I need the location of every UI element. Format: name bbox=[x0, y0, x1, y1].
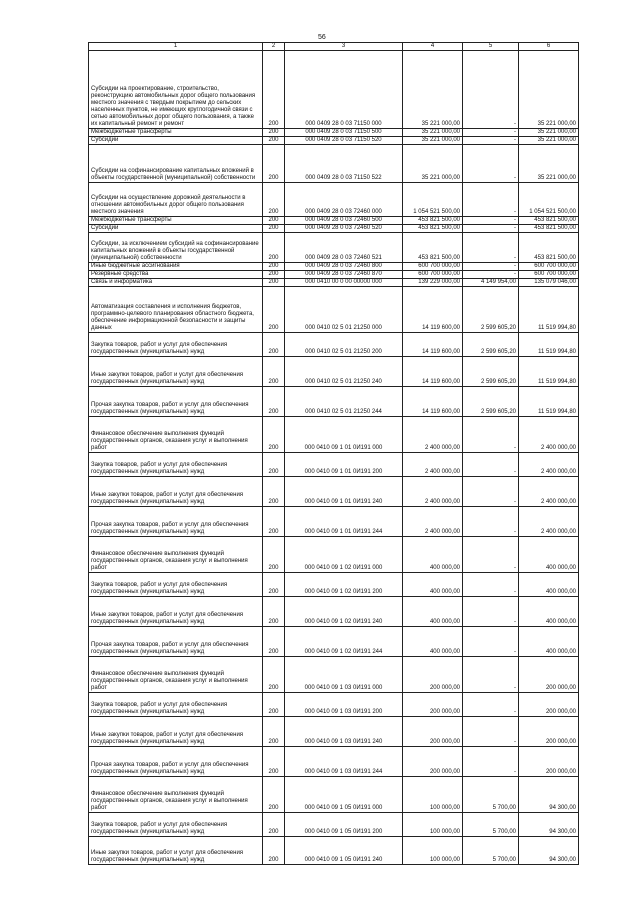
row-code-cell: 000 0409 28 0 03 72460 000 bbox=[285, 183, 403, 217]
row-exec-cell: - bbox=[463, 217, 519, 225]
row-grbs-cell: 200 bbox=[263, 453, 285, 477]
row-name-cell: Межбюджетные трансферты bbox=[89, 129, 263, 137]
row-rest-cell: 94 300,00 bbox=[519, 777, 579, 813]
table-row bbox=[89, 217, 579, 225]
row-rest-cell: 2 400 000,00 bbox=[519, 477, 579, 507]
row-code-cell: 000 0410 09 1 01 0И191 000 bbox=[285, 417, 403, 453]
row-exec-cell: - bbox=[463, 627, 519, 657]
row-plan-cell: 400 000,00 bbox=[403, 573, 463, 597]
table-row bbox=[89, 507, 579, 537]
row-grbs-cell: 200 bbox=[263, 129, 285, 137]
row-plan-cell: 100 000,00 bbox=[403, 813, 463, 837]
table-row bbox=[89, 417, 579, 453]
row-exec-cell: - bbox=[463, 657, 519, 693]
row-plan-cell: 14 119 600,00 bbox=[403, 357, 463, 387]
row-plan-cell: 35 221 000,00 bbox=[403, 145, 463, 183]
row-exec-cell: 2 599 605,20 bbox=[463, 333, 519, 357]
row-name-cell: Закупка товаров, работ и услуг для обеспечения государственных (муниципальных) нужд bbox=[89, 813, 263, 837]
row-code-cell: 000 0410 00 0 00 00000 000 bbox=[285, 279, 403, 287]
table-row bbox=[89, 263, 579, 271]
row-code-cell: 000 0409 28 0 03 71150 500 bbox=[285, 129, 403, 137]
table-row bbox=[89, 537, 579, 573]
row-grbs-cell: 200 bbox=[263, 137, 285, 145]
row-rest-cell: 400 000,00 bbox=[519, 537, 579, 573]
row-plan-cell: 200 000,00 bbox=[403, 657, 463, 693]
row-rest-cell: 400 000,00 bbox=[519, 573, 579, 597]
table-row bbox=[89, 357, 579, 387]
row-grbs-cell: 200 bbox=[263, 225, 285, 233]
row-exec-cell: - bbox=[463, 537, 519, 573]
column-header: 4 bbox=[403, 43, 463, 51]
table-row bbox=[89, 287, 579, 333]
row-code-cell: 000 0409 28 0 03 72460 500 bbox=[285, 217, 403, 225]
row-code-cell: 000 0410 09 1 03 0И191 200 bbox=[285, 693, 403, 717]
row-exec-cell: - bbox=[463, 233, 519, 263]
row-rest-cell: 2 400 000,00 bbox=[519, 507, 579, 537]
column-header: 5 bbox=[463, 43, 519, 51]
row-code-cell: 000 0409 28 0 03 72460 800 bbox=[285, 263, 403, 271]
row-rest-cell: 11 519 994,80 bbox=[519, 287, 579, 333]
row-rest-cell: 453 821 500,00 bbox=[519, 233, 579, 263]
row-rest-cell: 11 519 994,80 bbox=[519, 357, 579, 387]
row-rest-cell: 35 221 000,00 bbox=[519, 145, 579, 183]
row-name-cell: Субсидии bbox=[89, 137, 263, 145]
row-code-cell: 000 0410 09 1 05 0И191 000 bbox=[285, 777, 403, 813]
row-plan-cell: 453 821 500,00 bbox=[403, 217, 463, 225]
row-plan-cell: 35 221 000,00 bbox=[403, 51, 463, 129]
row-grbs-cell: 200 bbox=[263, 573, 285, 597]
row-plan-cell: 2 400 000,00 bbox=[403, 507, 463, 537]
row-grbs-cell: 200 bbox=[263, 507, 285, 537]
row-exec-cell: - bbox=[463, 717, 519, 747]
row-grbs-cell: 200 bbox=[263, 477, 285, 507]
table-row bbox=[89, 453, 579, 477]
row-rest-cell: 94 300,00 bbox=[519, 837, 579, 865]
row-plan-cell: 600 700 000,00 bbox=[403, 263, 463, 271]
row-code-cell: 000 0409 28 0 03 71150 522 bbox=[285, 145, 403, 183]
row-rest-cell: 35 221 000,00 bbox=[519, 137, 579, 145]
row-exec-cell: 4 149 954,00 bbox=[463, 279, 519, 287]
table-row bbox=[89, 627, 579, 657]
row-grbs-cell: 200 bbox=[263, 145, 285, 183]
row-name-cell: Субсидии на проектирование, строительство, реконструкцию автомобильных дорог общего пользования местного значения с твердым покрытием до сельских населенных пунктов, не имеющих круглогодичной связи с сетью автомобильных дорог общего пользования, а также их капитальный ремонт и ремонт bbox=[89, 51, 263, 129]
row-rest-cell: 200 000,00 bbox=[519, 717, 579, 747]
row-name-cell: Резервные средства bbox=[89, 271, 263, 279]
column-header: 3 bbox=[285, 43, 403, 51]
row-code-cell: 000 0409 28 0 03 72460 520 bbox=[285, 225, 403, 233]
row-rest-cell: 453 821 500,00 bbox=[519, 225, 579, 233]
row-code-cell: 000 0410 09 1 02 0И191 240 bbox=[285, 597, 403, 627]
row-grbs-cell: 200 bbox=[263, 417, 285, 453]
row-rest-cell: 2 400 000,00 bbox=[519, 453, 579, 477]
row-code-cell: 000 0410 02 5 01 21250 000 bbox=[285, 287, 403, 333]
row-grbs-cell: 200 bbox=[263, 357, 285, 387]
row-plan-cell: 200 000,00 bbox=[403, 747, 463, 777]
table-row bbox=[89, 573, 579, 597]
row-plan-cell: 453 821 500,00 bbox=[403, 225, 463, 233]
row-plan-cell: 2 400 000,00 bbox=[403, 453, 463, 477]
table-row bbox=[89, 657, 579, 693]
row-rest-cell: 94 300,00 bbox=[519, 813, 579, 837]
row-name-cell: Финансовое обеспечение выполнения функций государственных органов, оказания услуг и выполнения работ bbox=[89, 537, 263, 573]
row-exec-cell: - bbox=[463, 137, 519, 145]
row-exec-cell: - bbox=[463, 129, 519, 137]
row-name-cell: Прочая закупка товаров, работ и услуг для обеспечения государственных (муниципальных) нужд bbox=[89, 507, 263, 537]
row-name-cell: Иные закупки товаров, работ и услуг для обеспечения государственных (муниципальных) нужд bbox=[89, 357, 263, 387]
row-exec-cell: 2 599 605,20 bbox=[463, 287, 519, 333]
row-plan-cell: 1 054 521 500,00 bbox=[403, 183, 463, 217]
row-code-cell: 000 0410 09 1 03 0И191 000 bbox=[285, 657, 403, 693]
table-row bbox=[89, 183, 579, 217]
row-grbs-cell: 200 bbox=[263, 837, 285, 865]
row-name-cell: Субсидии, за исключением субсидий на софинансирование капитальных вложений в объекты государственной (муниципальной) собственности bbox=[89, 233, 263, 263]
row-rest-cell: 1 054 521 500,00 bbox=[519, 183, 579, 217]
row-name-cell: Финансовое обеспечение выполнения функций государственных органов, оказания услуг и выполнения работ bbox=[89, 777, 263, 813]
row-name-cell: Закупка товаров, работ и услуг для обеспечения государственных (муниципальных) нужд bbox=[89, 333, 263, 357]
row-plan-cell: 2 400 000,00 bbox=[403, 417, 463, 453]
table-header-row bbox=[89, 43, 579, 51]
row-name-cell: Субсидии на софинансирование капитальных вложений в объекты государственной (муниципальной) собственности bbox=[89, 145, 263, 183]
table-row bbox=[89, 279, 579, 287]
row-rest-cell: 200 000,00 bbox=[519, 747, 579, 777]
row-rest-cell: 400 000,00 bbox=[519, 627, 579, 657]
row-exec-cell: - bbox=[463, 573, 519, 597]
row-name-cell: Автоматизация составления и исполнения бюджетов, программно-целевого планирования областного бюджета, обеспечение информационной безопасности и защиты данных bbox=[89, 287, 263, 333]
table-row bbox=[89, 813, 579, 837]
row-plan-cell: 14 119 600,00 bbox=[403, 333, 463, 357]
row-name-cell: Закупка товаров, работ и услуг для обеспечения государственных (муниципальных) нужд bbox=[89, 573, 263, 597]
row-code-cell: 000 0410 09 1 02 0И191 200 bbox=[285, 573, 403, 597]
row-grbs-cell: 200 bbox=[263, 183, 285, 217]
row-name-cell: Прочая закупка товаров, работ и услуг для обеспечения государственных (муниципальных) нужд bbox=[89, 747, 263, 777]
row-rest-cell: 600 700 000,00 bbox=[519, 271, 579, 279]
row-name-cell: Межбюджетные трансферты bbox=[89, 217, 263, 225]
row-code-cell: 000 0409 28 0 03 72460 521 bbox=[285, 233, 403, 263]
row-rest-cell: 200 000,00 bbox=[519, 693, 579, 717]
row-code-cell: 000 0410 09 1 03 0И191 240 bbox=[285, 717, 403, 747]
row-name-cell: Закупка товаров, работ и услуг для обеспечения государственных (муниципальных) нужд bbox=[89, 693, 263, 717]
table-row bbox=[89, 717, 579, 747]
table-row bbox=[89, 333, 579, 357]
row-grbs-cell: 200 bbox=[263, 597, 285, 627]
row-exec-cell: - bbox=[463, 693, 519, 717]
table-row bbox=[89, 777, 579, 813]
row-plan-cell: 400 000,00 bbox=[403, 597, 463, 627]
row-plan-cell: 139 229 000,00 bbox=[403, 279, 463, 287]
row-exec-cell: - bbox=[463, 477, 519, 507]
row-exec-cell: 2 599 605,20 bbox=[463, 357, 519, 387]
row-code-cell: 000 0410 09 1 01 0И191 240 bbox=[285, 477, 403, 507]
row-grbs-cell: 200 bbox=[263, 287, 285, 333]
row-exec-cell: - bbox=[463, 453, 519, 477]
row-code-cell: 000 0409 28 0 03 72460 870 bbox=[285, 271, 403, 279]
row-code-cell: 000 0410 09 1 01 0И191 244 bbox=[285, 507, 403, 537]
row-name-cell: Финансовое обеспечение выполнения функций государственных органов, оказания услуг и выполнения работ bbox=[89, 657, 263, 693]
row-exec-cell: 2 599 605,20 bbox=[463, 387, 519, 417]
row-exec-cell: - bbox=[463, 507, 519, 537]
row-name-cell: Финансовое обеспечение выполнения функций государственных органов, оказания услуг и выполнения работ bbox=[89, 417, 263, 453]
row-rest-cell: 11 519 994,80 bbox=[519, 333, 579, 357]
row-grbs-cell: 200 bbox=[263, 263, 285, 271]
row-plan-cell: 200 000,00 bbox=[403, 717, 463, 747]
row-name-cell: Иные закупки товаров, работ и услуг для обеспечения государственных (муниципальных) нужд bbox=[89, 477, 263, 507]
row-grbs-cell: 200 bbox=[263, 747, 285, 777]
row-exec-cell: - bbox=[463, 417, 519, 453]
row-exec-cell: - bbox=[463, 597, 519, 627]
row-exec-cell: 5 700,00 bbox=[463, 837, 519, 865]
row-plan-cell: 35 221 000,00 bbox=[403, 129, 463, 137]
row-grbs-cell: 200 bbox=[263, 387, 285, 417]
row-name-cell: Иные бюджетные ассигнования bbox=[89, 263, 263, 271]
table-row bbox=[89, 225, 579, 233]
row-plan-cell: 400 000,00 bbox=[403, 537, 463, 573]
row-name-cell: Прочая закупка товаров, работ и услуг для обеспечения государственных (муниципальных) нужд bbox=[89, 627, 263, 657]
row-exec-cell: - bbox=[463, 225, 519, 233]
row-name-cell: Иные закупки товаров, работ и услуг для обеспечения государственных (муниципальных) нужд bbox=[89, 717, 263, 747]
row-code-cell: 000 0410 02 5 01 21250 240 bbox=[285, 357, 403, 387]
row-exec-cell: - bbox=[463, 271, 519, 279]
column-header: 2 bbox=[263, 43, 285, 51]
row-plan-cell: 100 000,00 bbox=[403, 777, 463, 813]
table-row bbox=[89, 271, 579, 279]
row-grbs-cell: 200 bbox=[263, 217, 285, 225]
row-code-cell: 000 0410 09 1 02 0И191 000 bbox=[285, 537, 403, 573]
row-exec-cell: 5 700,00 bbox=[463, 813, 519, 837]
row-grbs-cell: 200 bbox=[263, 537, 285, 573]
row-grbs-cell: 200 bbox=[263, 627, 285, 657]
row-code-cell: 000 0410 09 1 02 0И191 244 bbox=[285, 627, 403, 657]
table-row bbox=[89, 387, 579, 417]
column-header: 1 bbox=[89, 43, 263, 51]
row-grbs-cell: 200 bbox=[263, 657, 285, 693]
row-rest-cell: 453 821 500,00 bbox=[519, 217, 579, 225]
row-exec-cell: - bbox=[463, 145, 519, 183]
row-rest-cell: 200 000,00 bbox=[519, 657, 579, 693]
row-plan-cell: 400 000,00 bbox=[403, 627, 463, 657]
row-grbs-cell: 200 bbox=[263, 333, 285, 357]
column-header: 6 bbox=[519, 43, 579, 51]
row-name-cell: Связь и информатика bbox=[89, 279, 263, 287]
table-row bbox=[89, 137, 579, 145]
row-exec-cell: - bbox=[463, 183, 519, 217]
row-name-cell: Субсидии bbox=[89, 225, 263, 233]
row-plan-cell: 35 221 000,00 bbox=[403, 137, 463, 145]
row-code-cell: 000 0410 09 1 03 0И191 244 bbox=[285, 747, 403, 777]
row-plan-cell: 600 700 000,00 bbox=[403, 271, 463, 279]
row-rest-cell: 2 400 000,00 bbox=[519, 417, 579, 453]
row-rest-cell: 35 221 000,00 bbox=[519, 51, 579, 129]
row-code-cell: 000 0410 02 5 01 21250 200 bbox=[285, 333, 403, 357]
row-plan-cell: 453 821 500,00 bbox=[403, 233, 463, 263]
table-row bbox=[89, 145, 579, 183]
row-rest-cell: 600 700 000,00 bbox=[519, 263, 579, 271]
row-code-cell: 000 0410 09 1 01 0И191 200 bbox=[285, 453, 403, 477]
row-name-cell: Закупка товаров, работ и услуг для обеспечения государственных (муниципальных) нужд bbox=[89, 453, 263, 477]
table-row bbox=[89, 747, 579, 777]
row-name-cell: Субсидии на осуществление дорожной деятельности в отношении автомобильных дорог общего пользования местного значения bbox=[89, 183, 263, 217]
table-row bbox=[89, 51, 579, 129]
row-rest-cell: 35 221 000,00 bbox=[519, 129, 579, 137]
row-plan-cell: 2 400 000,00 bbox=[403, 477, 463, 507]
row-rest-cell: 400 000,00 bbox=[519, 597, 579, 627]
row-code-cell: 000 0410 09 1 05 0И191 200 bbox=[285, 813, 403, 837]
budget-table bbox=[88, 42, 579, 865]
row-exec-cell: 5 700,00 bbox=[463, 777, 519, 813]
row-grbs-cell: 200 bbox=[263, 813, 285, 837]
row-rest-cell: 11 519 994,80 bbox=[519, 387, 579, 417]
row-exec-cell: - bbox=[463, 51, 519, 129]
row-name-cell: Иные закупки товаров, работ и услуг для обеспечения государственных (муниципальных) нужд bbox=[89, 597, 263, 627]
row-grbs-cell: 200 bbox=[263, 279, 285, 287]
row-code-cell: 000 0410 02 5 01 21250 244 bbox=[285, 387, 403, 417]
row-grbs-cell: 200 bbox=[263, 271, 285, 279]
row-grbs-cell: 200 bbox=[263, 717, 285, 747]
row-grbs-cell: 200 bbox=[263, 777, 285, 813]
table-row bbox=[89, 693, 579, 717]
row-plan-cell: 200 000,00 bbox=[403, 693, 463, 717]
row-rest-cell: 135 079 046,00 bbox=[519, 279, 579, 287]
table-row bbox=[89, 837, 579, 865]
table-row bbox=[89, 129, 579, 137]
row-code-cell: 000 0409 28 0 03 71150 000 bbox=[285, 51, 403, 129]
row-plan-cell: 100 000,00 bbox=[403, 837, 463, 865]
table-row bbox=[89, 233, 579, 263]
page-number: 56 bbox=[318, 34, 326, 41]
table-row bbox=[89, 477, 579, 507]
row-name-cell: Иные закупки товаров, работ и услуг для обеспечения государственных (муниципальных) нужд bbox=[89, 837, 263, 865]
row-exec-cell: - bbox=[463, 263, 519, 271]
row-name-cell: Прочая закупка товаров, работ и услуг для обеспечения государственных (муниципальных) нужд bbox=[89, 387, 263, 417]
table-row bbox=[89, 597, 579, 627]
row-plan-cell: 14 119 600,00 bbox=[403, 287, 463, 333]
row-exec-cell: - bbox=[463, 747, 519, 777]
row-code-cell: 000 0410 09 1 05 0И191 240 bbox=[285, 837, 403, 865]
row-code-cell: 000 0409 28 0 03 71150 520 bbox=[285, 137, 403, 145]
row-plan-cell: 14 119 600,00 bbox=[403, 387, 463, 417]
row-grbs-cell: 200 bbox=[263, 233, 285, 263]
row-grbs-cell: 200 bbox=[263, 51, 285, 129]
row-grbs-cell: 200 bbox=[263, 693, 285, 717]
